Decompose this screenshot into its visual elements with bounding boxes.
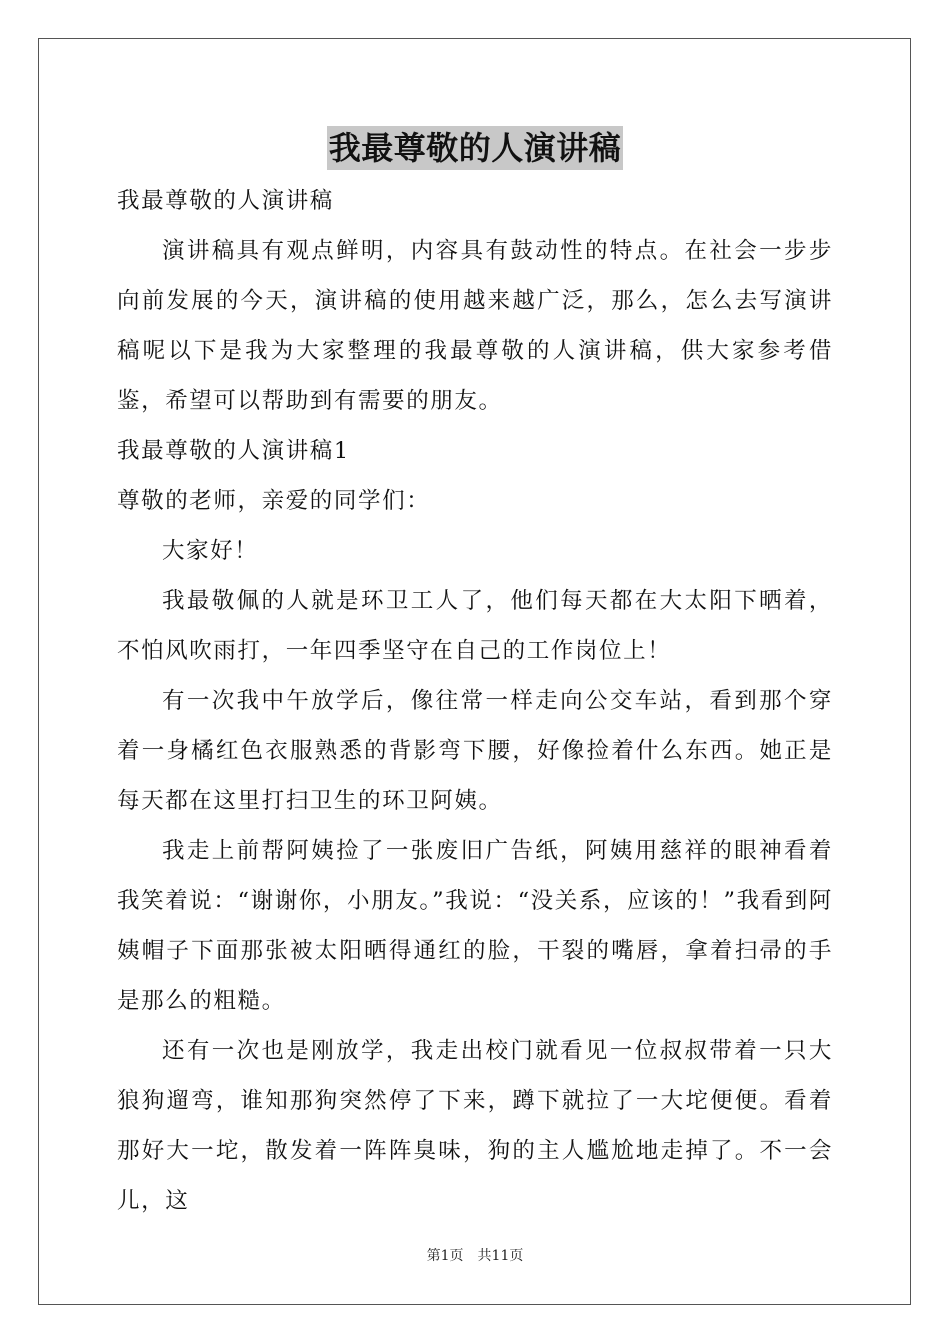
title-area: [0, 126, 950, 170]
page-total: 共11页: [477, 1248, 524, 1264]
salutation: 尊敬的老师，亲爱的同学们：: [117, 488, 431, 514]
subtitle-line: 我最尊敬的人演讲稿: [117, 188, 334, 214]
body-paragraph: 演讲稿具有观点鲜明，内容具有鼓动性的特点。在社会一步步向前发展的今天，演讲稿的使用越来越广泛，那么，怎么去写演讲稿呢以下是我为大家整理的我最尊敬的人演讲稿，供大家参考借鉴，希望可以帮助到有需要的朋友。: [117, 238, 833, 414]
document-body: [117, 176, 833, 1226]
body-paragraph: 我最敬佩的人就是环卫工人了，他们每天都在大太阳下晒着，不怕风吹雨打，一年四季坚守在自己的工作岗位上！: [117, 588, 833, 664]
page-number: 第1页: [426, 1248, 464, 1264]
page-footer: [0, 1246, 950, 1266]
body-paragraph: 还有一次也是刚放学，我走出校门就看见一位叔叔带着一只大狼狗遛弯，谁知那狗突然停了下来，蹲下就拉了一大坨便便。看着那好大一坨，散发着一阵阵臭味，狗的主人尴尬地走掉了。不一会儿，这: [117, 1038, 833, 1214]
section-heading: 我最尊敬的人演讲稿1: [117, 438, 350, 464]
body-paragraph: 我走上前帮阿姨捡了一张废旧广告纸，阿姨用慈祥的眼神看着我笑着说：“谢谢你，小朋友。”我说：“没关系，应该的！”我看到阿姨帽子下面那张被太阳晒得通红的脸，干裂的嘴唇，拿着扫帚的手是那么的粗糙。: [117, 838, 833, 1014]
body-paragraph: 有一次我中午放学后，像往常一样走向公交车站，看到那个穿着一身橘红色衣服熟悉的背影弯下腰，好像捡着什么东西。她正是每天都在这里打扫卫生的环卫阿姨。: [117, 688, 833, 814]
document-title: 我最尊敬的人演讲稿: [327, 126, 624, 170]
greeting: 大家好！: [162, 538, 259, 564]
